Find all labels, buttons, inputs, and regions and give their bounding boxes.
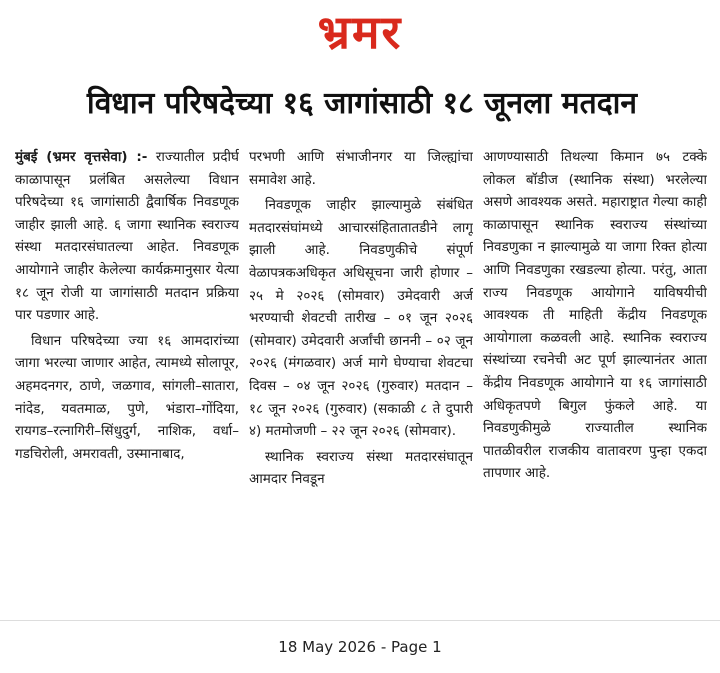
article-column-3 [483, 146, 707, 616]
article-paragraph: विधान परिषदेच्या ज्या १६ आमदारांच्या जागा भरल्या जाणार आहेत, त्यामध्ये सोलापूर, अहमदनगर, ठाणे, जळगाव, सांगली–सातारा, नांदेड, यवतमाळ, पुणे, भंडारा–गोंदिया, रायगड–रत्नागिरी–सिंधुदुर्ग, नाशिक, वर्धा–गडचिरोली, अमरावती, उस्मानाबाद, [15, 332, 239, 462]
article-headline: विधान परिषदेच्या १६ जागांसाठी १८ जूनला मतदान [86, 86, 638, 121]
page-footer: 18 May 2026 - Page 1 [278, 638, 442, 656]
paragraph-text: राज्यातील प्रदीर्घ काळापासून प्रलंबित असलेल्या विधान परिषदेच्या १६ जागांसाठी द्वैवार्षिक निवडणूक जाहीर झाली आहे. ६ जागा स्थानिक स्वराज्य संस्था मतदारसंघातल्या आहेत. निवडणूक आयोगाने जाहीर केलेल्या कार्यक्रमानुसार येत्या १८ जून रोजी या जागांसाठी मतदान प्रक्रिया पार पडणार आहे. [15, 149, 239, 324]
article-body [15, 146, 707, 616]
article-paragraph: निवडणूक जाहीर झाल्यामुळे संबंधित मतदारसंघांमध्ये आचारसंहितातातडीने लागू झाली आहे. निवडणुकीचे संपूर्ण वेळापत्रकअधिकृत अधिसूचना जारी होणार – २५ मे २०२६ (सोमवार) उमेदवारी अर्ज भरण्याची शेवटची तारीख – ०१ जून २०२६ (सोमवार) उमेदवारी अर्जांची छाननी – ०२ जून २०२६ (मंगळवार) अर्ज मागे घेण्याचा शेवटचा दिवस – ०४ जून २०२६ (गुरुवार) मतदान – १८ जून २०२६ (गुरुवार) (सकाळी ८ ते दुपारी ४) मतमोजणी – २२ जून २०२६ (सोमवार). [249, 197, 473, 440]
footer-divider [0, 620, 720, 621]
article-paragraph: आणण्यासाठी तिथल्या किमान ७५ टक्के लोकल बॉडीज (स्थानिक संस्था) भरलेल्या असणे आवश्यक असते. महाराष्ट्रात गेल्या काही काळापासून स्थानिक स्वराज्य संस्थांच्या निवडणुका न झाल्यामुळे या जागा रिक्त होत्या आणि निवडणुका रखडल्या होत्या. परंतु, आता राज्य निवडणूक आयोगाने याविषयीची आवश्यक ती माहिती केंद्रीय निवडणूक आयोगाला कळवली आहे. स्थानिक स्वराज्य संस्थांच्या रचनेची अट पूर्ण झाल्यानंतर आता केंद्रीय निवडणूक आयोगाने या १६ जागांसाठी अधिकृतपणे बिगुल फुंकले आहे. या निवडणुकीमुळे राज्यातील स्थानिक पातळीवरील राजकीय वातावरण पुन्हा एकदा तापणार आहे. [483, 149, 707, 482]
dateline: मुंबई (भ्रमर वृत्तसेवा) :- [15, 149, 148, 165]
article-paragraph: परभणी आणि संभाजीनगर या जिल्ह्यांचा समावेश आहे. [249, 149, 473, 188]
article-paragraph [15, 146, 239, 327]
newspaper-masthead: भ्रमर [317, 5, 403, 59]
article-column-1 [15, 146, 239, 616]
article-paragraph: स्थानिक स्वराज्य संस्था मतदारसंघातून आमदार निवडून [249, 448, 473, 488]
article-column-2 [249, 146, 473, 616]
